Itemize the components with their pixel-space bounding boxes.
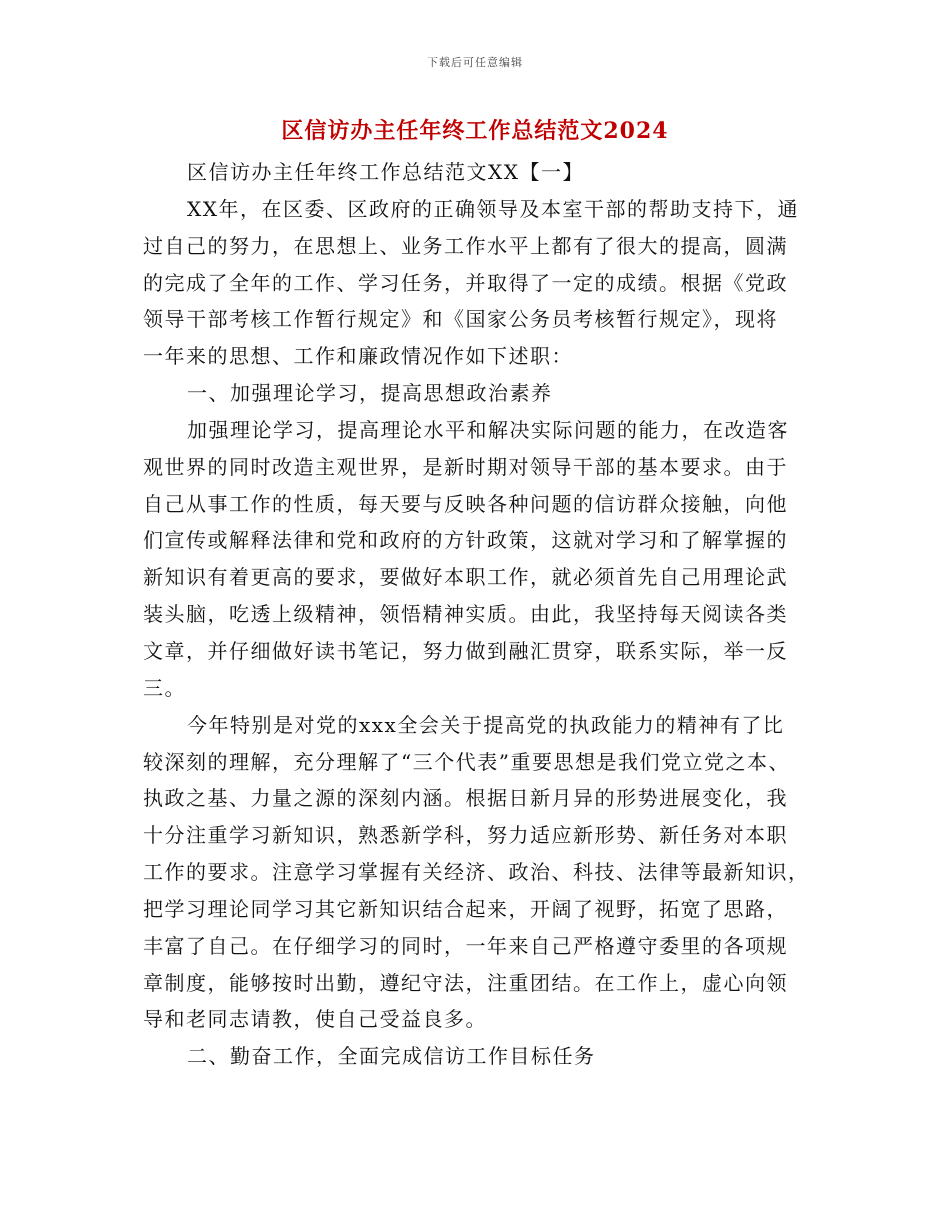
subtitle-line: 区信访办主任年终工作总结范文XX【一】	[187, 160, 584, 184]
paragraph-line: 自己从事工作的性质，每天要与反映各种问题的信访群众接触，向他	[143, 491, 788, 516]
header-note: 下载后可任意编辑	[427, 56, 523, 69]
paragraph-line: 章制度，能够按时出勤，遵纪守法，注重团结。在工作上，虚心向领	[143, 970, 788, 995]
paragraph-line: 导和老同志请教，使自己受益良多。	[143, 1007, 487, 1032]
paragraph-line: 三。	[143, 675, 186, 700]
paragraph-line: 十分注重学习新知识，熟悉新学科，努力适应新形势、新任务对本职	[143, 823, 788, 848]
paragraph-line: 领导干部考核工作暂行规定》和《国家公务员考核暂行规定》，现将	[143, 307, 778, 332]
paragraph-line: 丰富了自己。在仔细学习的同时，一年来自己严格遵守委里的各项规	[143, 933, 788, 958]
paragraph-line: XX年，在区委、区政府的正确领导及本室干部的帮助支持下，通	[187, 196, 799, 221]
paragraph-line: 执政之基、力量之源的深刻内涵。根据日新月异的形势进展变化，我	[143, 786, 788, 811]
document-body	[143, 154, 810, 1075]
paragraph-line: 们宣传或解释法律和党和政府的方针政策，这就对学习和了解掌握的	[143, 528, 788, 553]
paragraph-line: 今年特别是对党的xxx全会关于提高党的执政能力的精神有了比	[187, 712, 785, 737]
paragraph-line: 新知识有着更高的要求，要做好本职工作，就必须首先自己用理论武	[143, 565, 788, 590]
paragraph-line: 过自己的努力，在思想上、业务工作水平上都有了很大的提高，圆满	[143, 233, 788, 258]
paragraph-line: 文章，并仔细做好读书笔记，努力做到融汇贯穿，联系实际，举一反	[143, 638, 788, 663]
paragraph-line: 观世界的同时改造主观世界，是新时期对领导干部的基本要求。由于	[143, 454, 788, 479]
paragraph-line: 装头脑，吃透上级精神，领悟精神实质。由此，我坚持每天阅读各类	[143, 602, 788, 627]
paragraph-line: 一年来的思想、工作和廉政情况作如下述职：	[143, 344, 573, 369]
document-title: 区信访办主任年终工作总结范文2024	[281, 118, 669, 144]
paragraph-line: 工作的要求。注意学习掌握有关经济、政治、科技、法律等最新知识，	[143, 860, 810, 885]
paragraph-line: 把学习理论同学习其它新知识结合起来，开阔了视野，拓宽了思路，	[143, 896, 788, 921]
section-heading: 二、勤奋工作，全面完成信访工作目标任务	[187, 1044, 596, 1069]
paragraph-line: 较深刻的理解，充分理解了“三个代表”重要思想是我们党立党之本、	[143, 749, 790, 774]
paragraph-line: 的完成了全年的工作、学习任务，并取得了一定的成绩。根据《党政	[143, 270, 788, 295]
section-heading: 一、加强理论学习，提高思想政治素养	[187, 381, 553, 406]
paragraph-line: 加强理论学习，提高理论水平和解决实际问题的能力，在改造客	[187, 417, 789, 442]
